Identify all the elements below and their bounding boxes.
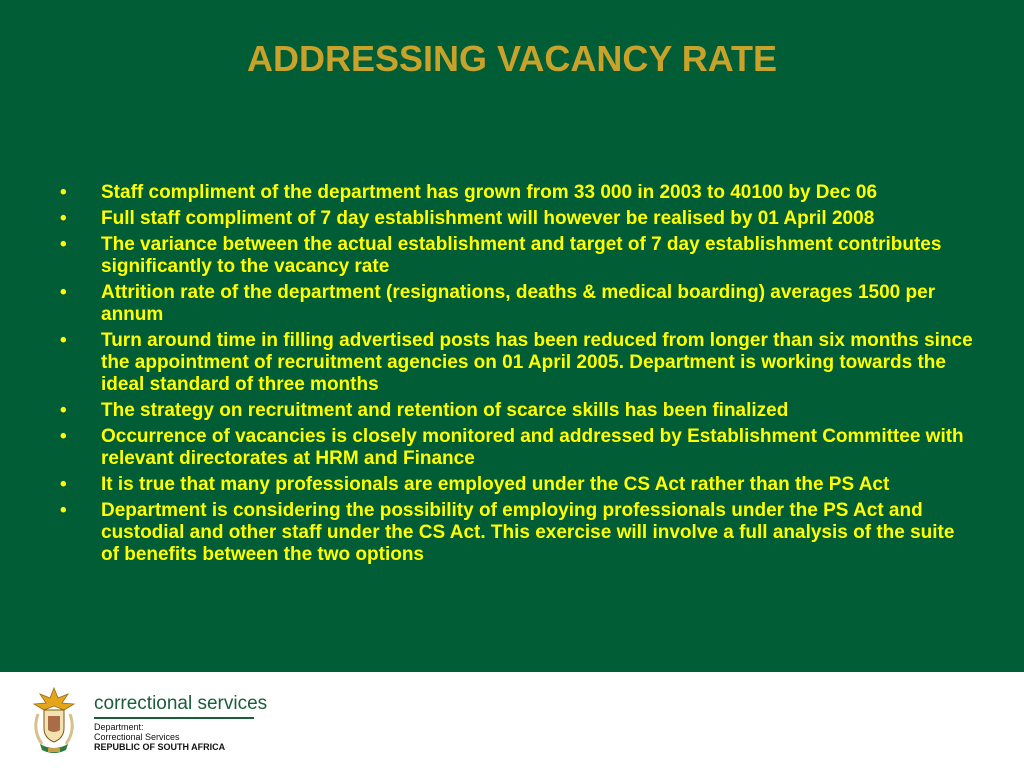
brand-divider	[94, 717, 254, 719]
bullet-text: Staff compliment of the department has grown from 33 000 in 2003 to 40100 by Dec 06	[101, 182, 878, 203]
bullet-text: It is true that many professionals are employed under the CS Act rather than the PS Act	[101, 474, 890, 495]
bullet-icon: •	[60, 474, 67, 495]
bullet-text: The variance between the actual establishment and target of 7 day establishment contributes significantly to the vacancy rate	[101, 234, 942, 277]
bullet-list	[60, 182, 975, 570]
bullet-text: The strategy on recruitment and retention of scarce skills has been finalized	[101, 400, 789, 421]
bullet-icon: •	[60, 400, 67, 421]
slide-title: ADDRESSING VACANCY RATE	[246, 38, 778, 79]
bullet-icon: •	[60, 182, 67, 203]
bullet-icon: •	[60, 208, 67, 229]
bullet-item	[60, 500, 975, 566]
bullet-text: Department is considering the possibility of employing professionals under the PS Act and custodial and other staff under the CS Act. This exercise will involve a full analysis of the suite of benefits between the two options	[101, 500, 955, 565]
coat-of-arms-icon	[28, 684, 80, 756]
bullet-item	[60, 182, 975, 204]
bullet-item	[60, 426, 975, 470]
bullet-icon: •	[60, 500, 67, 521]
bullet-item	[60, 282, 975, 326]
bullet-item	[60, 474, 975, 496]
footer	[0, 672, 1024, 768]
bullet-icon: •	[60, 330, 67, 351]
brand-name: correctional services	[94, 693, 268, 714]
bullet-icon: •	[60, 282, 67, 303]
bullet-text: Attrition rate of the department (resignations, deaths & medical boarding) averages 1500 per annum	[101, 282, 936, 325]
department-line-2: Correctional Services	[94, 732, 180, 742]
bullet-item	[60, 208, 975, 230]
bullet-item	[60, 400, 975, 422]
bullet-icon: •	[60, 234, 67, 255]
department-line-3: REPUBLIC OF SOUTH AFRICA	[94, 742, 226, 752]
bullet-icon: •	[60, 426, 67, 447]
bullet-item	[60, 234, 975, 278]
department-label	[94, 722, 225, 752]
bullet-text: Occurrence of vacancies is closely monitored and addressed by Establishment Committee with relevant directorates at HRM and Finance	[101, 426, 964, 469]
department-line-1: Department:	[94, 722, 144, 732]
bullet-text: Turn around time in filling advertised posts has been reduced from longer than six months since the appointment of recruitment agencies on 01 April 2005. Department is working towards the ideal standard of three months	[101, 330, 973, 395]
bullet-item	[60, 330, 975, 396]
bullet-text: Full staff compliment of 7 day establishment will however be realised by 01 April 2008	[101, 208, 875, 229]
